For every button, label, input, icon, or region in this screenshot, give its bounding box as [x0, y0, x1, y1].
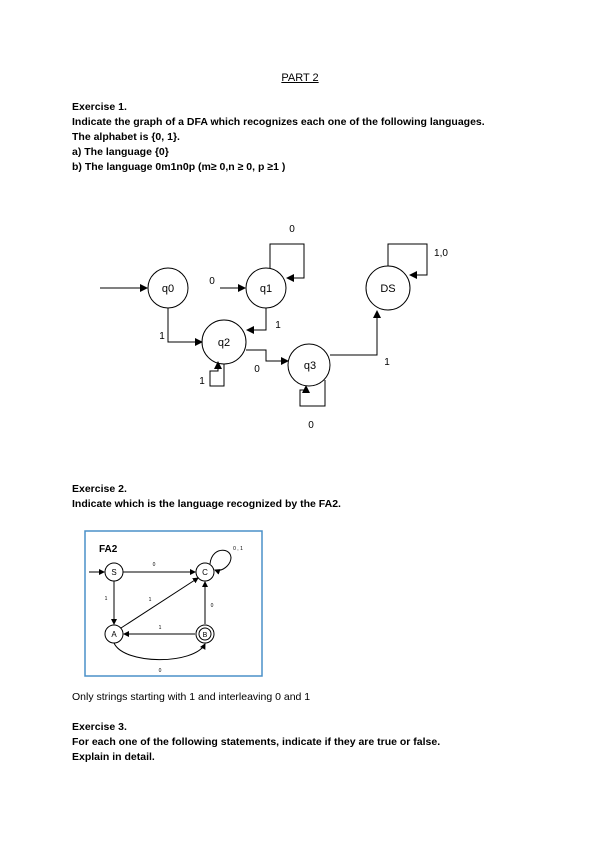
exercise1-line1: Indicate the graph of a DFA which recognizes each one of the following languages. [72, 116, 485, 128]
exercise1-heading: Exercise 1. [72, 101, 127, 113]
label-q2-self: 1 [199, 376, 205, 387]
exercise2-heading: Exercise 2. [72, 483, 127, 495]
state-q2-label: q2 [217, 337, 231, 349]
exercise1-item-a: a) The language {0} [72, 146, 169, 158]
state-q3-label: q3 [303, 360, 317, 372]
edge-q3-self [300, 380, 325, 406]
label-q2-q3: 0 [254, 364, 260, 375]
exercise1-item-b: b) The language 0m1n0p (m≥ 0,n ≥ 0, p ≥1 ) [72, 161, 286, 173]
label-q0-q2: 1 [159, 331, 165, 342]
edge-q2-self [210, 362, 224, 386]
fa2-label-s-a: 1 [104, 596, 108, 602]
exercise3-heading: Exercise 3. [72, 721, 127, 733]
exercise2-block [72, 482, 552, 512]
fa2-diagram [84, 530, 264, 678]
label-q3-self: 0 [308, 420, 314, 431]
label-q1-self: 0 [289, 224, 295, 235]
fa2-label-b-a: 1 [158, 625, 162, 631]
fa2-label-c-self: 0 , 1 [233, 546, 243, 552]
exercise1-line2: The alphabet is {0, 1}. [72, 131, 180, 143]
edge-ds-self [388, 244, 427, 275]
label-q0-q1: 0 [209, 276, 215, 287]
fa2-label-a-c: 1 [148, 597, 152, 603]
label-q1-q2: 1 [275, 320, 281, 331]
fa2-label-a-b: 0 [158, 668, 162, 674]
fa2-state-a-label: A [111, 630, 117, 639]
edge-q2-q3 [246, 350, 288, 361]
edge-q1-q2 [247, 308, 266, 330]
state-q0-label: q0 [161, 283, 175, 295]
edge-q3-ds [330, 311, 377, 355]
edge-q0-q2 [168, 308, 202, 342]
page-title: PART 2 [281, 72, 319, 84]
exercise3-line2: Explain in detail. [72, 751, 155, 763]
fa2-label-s-c: 0 [152, 562, 156, 568]
fa2-title: FA2 [99, 544, 118, 555]
exercise3-line1: For each one of the following statements, indicate if they are true or false. [72, 736, 441, 748]
edge-q1-self [270, 244, 304, 278]
fa2-state-c-label: C [202, 568, 208, 577]
exercise2-answer: Only strings starting with 1 and interleaving 0 and 1 [72, 691, 311, 703]
fa2-state-s-label: S [111, 568, 117, 577]
label-q3-ds: 1 [384, 357, 390, 368]
exercise2-line1: Indicate which is the language recognized by the FA2. [72, 498, 341, 510]
state-ds-label: DS [380, 283, 396, 295]
state-q1-label: q1 [259, 283, 273, 295]
label-ds-self: 1,0 [434, 248, 448, 259]
fa2-state-b-label: B [202, 632, 208, 639]
fa2-label-b-c: 0 [210, 603, 214, 609]
exercise3-block [72, 720, 552, 765]
